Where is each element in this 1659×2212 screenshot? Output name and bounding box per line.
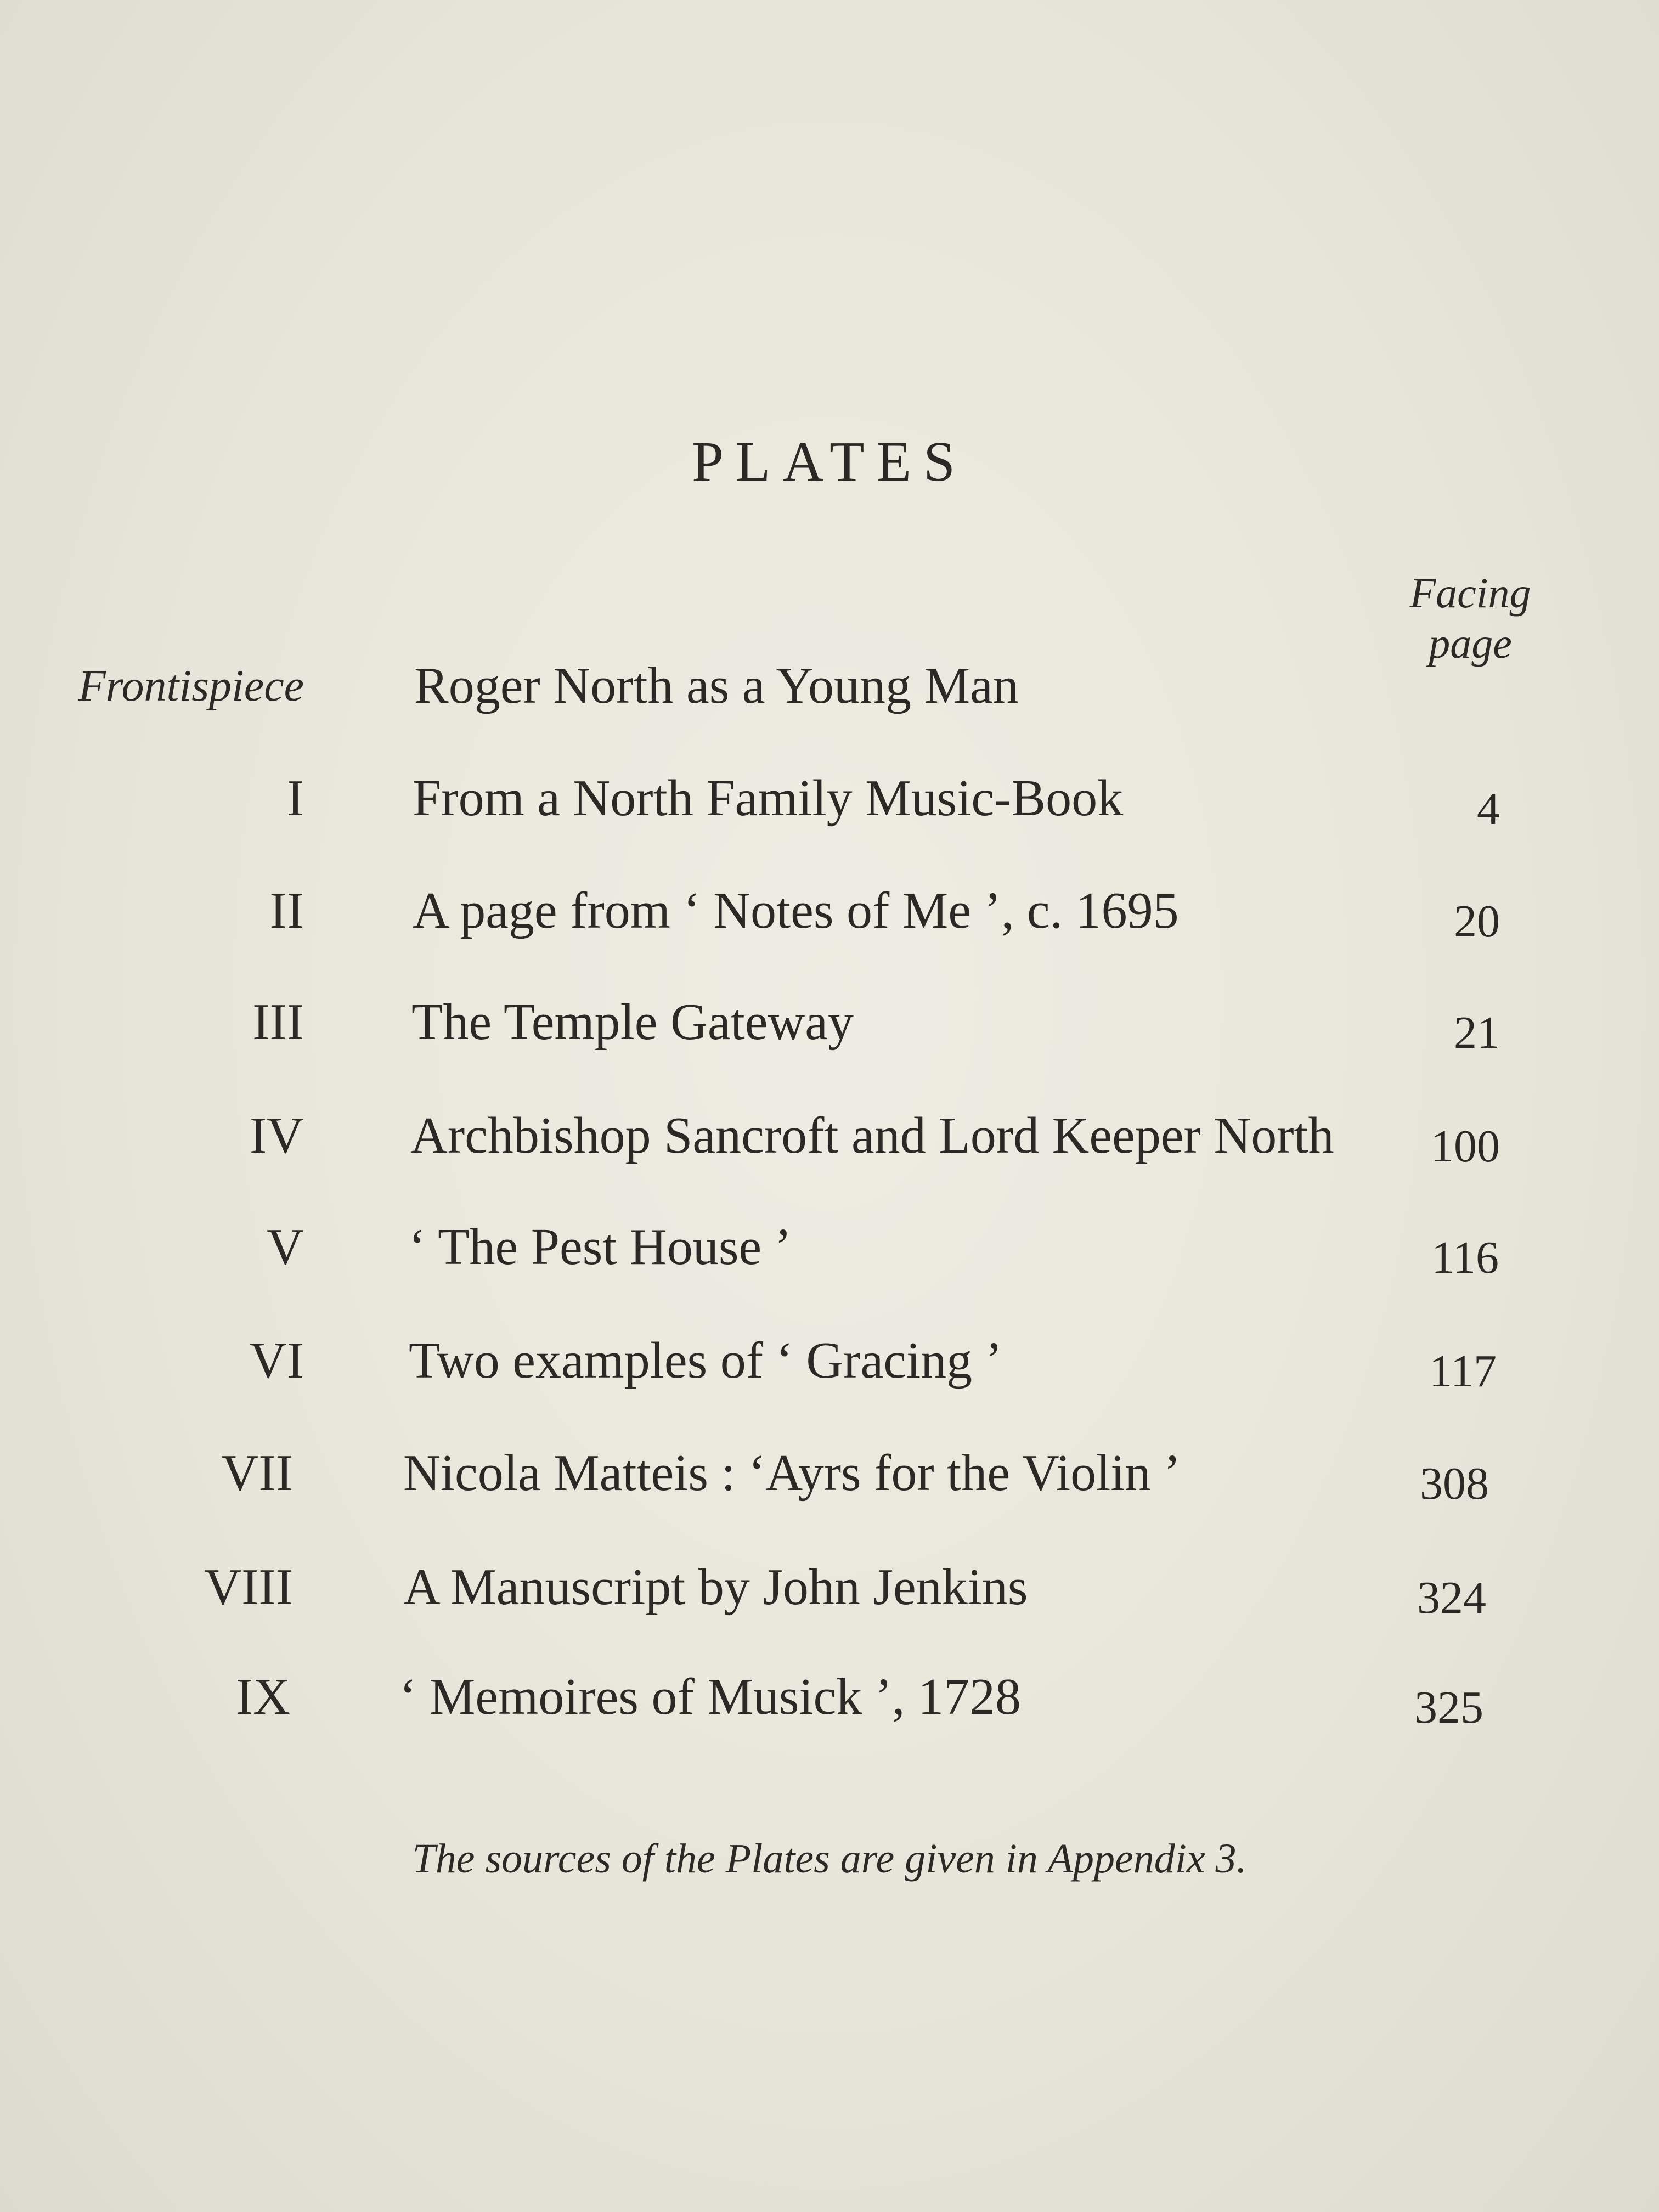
plate-number: VI: [249, 1332, 304, 1389]
plate-page: 20: [1454, 896, 1500, 947]
plate-page: 100: [1431, 1121, 1500, 1172]
footnote: The sources of the Plates are given in Appendix 3.: [412, 1836, 1247, 1882]
plate-row-vi: [0, 1330, 1659, 1402]
plate-title: The Temple Gateway: [411, 994, 854, 1051]
plate-page: 116: [1431, 1232, 1499, 1283]
plate-row-vii: [0, 1443, 1659, 1514]
plate-title: Archbishop Sancroft and Lord Keeper North: [410, 1107, 1334, 1164]
plate-number: VII: [221, 1444, 293, 1502]
plate-page: 4: [1477, 783, 1500, 834]
plate-row-ii: [0, 881, 1659, 952]
plate-page: 325: [1414, 1682, 1483, 1733]
plate-number: VIII: [204, 1559, 293, 1616]
plate-page: 117: [1429, 1346, 1497, 1397]
plate-number: Frontispiece: [78, 661, 304, 710]
plate-row-frontispiece: [0, 656, 1659, 727]
plate-row-viii: [0, 1557, 1659, 1628]
plate-row-iii: [0, 992, 1659, 1063]
plate-title: From a North Family Music-Book: [413, 770, 1124, 827]
facing-page-column-header: [1404, 568, 1536, 669]
plate-title: Roger North as a Young Man: [414, 657, 1019, 714]
plate-number: IX: [235, 1668, 290, 1725]
plate-number: IV: [249, 1107, 304, 1164]
plate-number: I: [286, 770, 304, 827]
plate-title: A Manuscript by John Jenkins: [403, 1559, 1028, 1616]
plate-row-i: [0, 768, 1659, 839]
facing-header-line2: page: [1429, 619, 1512, 667]
plate-title: ‘ Memoires of Musick ’, 1728: [399, 1668, 1022, 1725]
plate-number: II: [269, 882, 304, 939]
plate-row-ix: [0, 1667, 1659, 1738]
plate-title: ‘ The Pest House ’: [409, 1218, 792, 1276]
plate-row-iv: [0, 1105, 1659, 1177]
plate-row-v: [0, 1217, 1659, 1288]
plate-page: 324: [1417, 1572, 1486, 1623]
plate-title: Two examples of ‘ Gracing ’: [409, 1332, 1002, 1389]
plate-title: Nicola Matteis : ‘Ayrs for the Violin ’: [403, 1444, 1181, 1502]
plate-page: 308: [1420, 1458, 1489, 1509]
plate-page: 21: [1454, 1007, 1500, 1058]
plate-number: V: [267, 1218, 304, 1276]
facing-header-line1: Facing: [1409, 569, 1531, 617]
plate-number: III: [252, 994, 304, 1051]
page-title: PLATES: [692, 430, 967, 493]
plate-title: A page from ‘ Notes of Me ’, c. 1695: [413, 882, 1179, 939]
